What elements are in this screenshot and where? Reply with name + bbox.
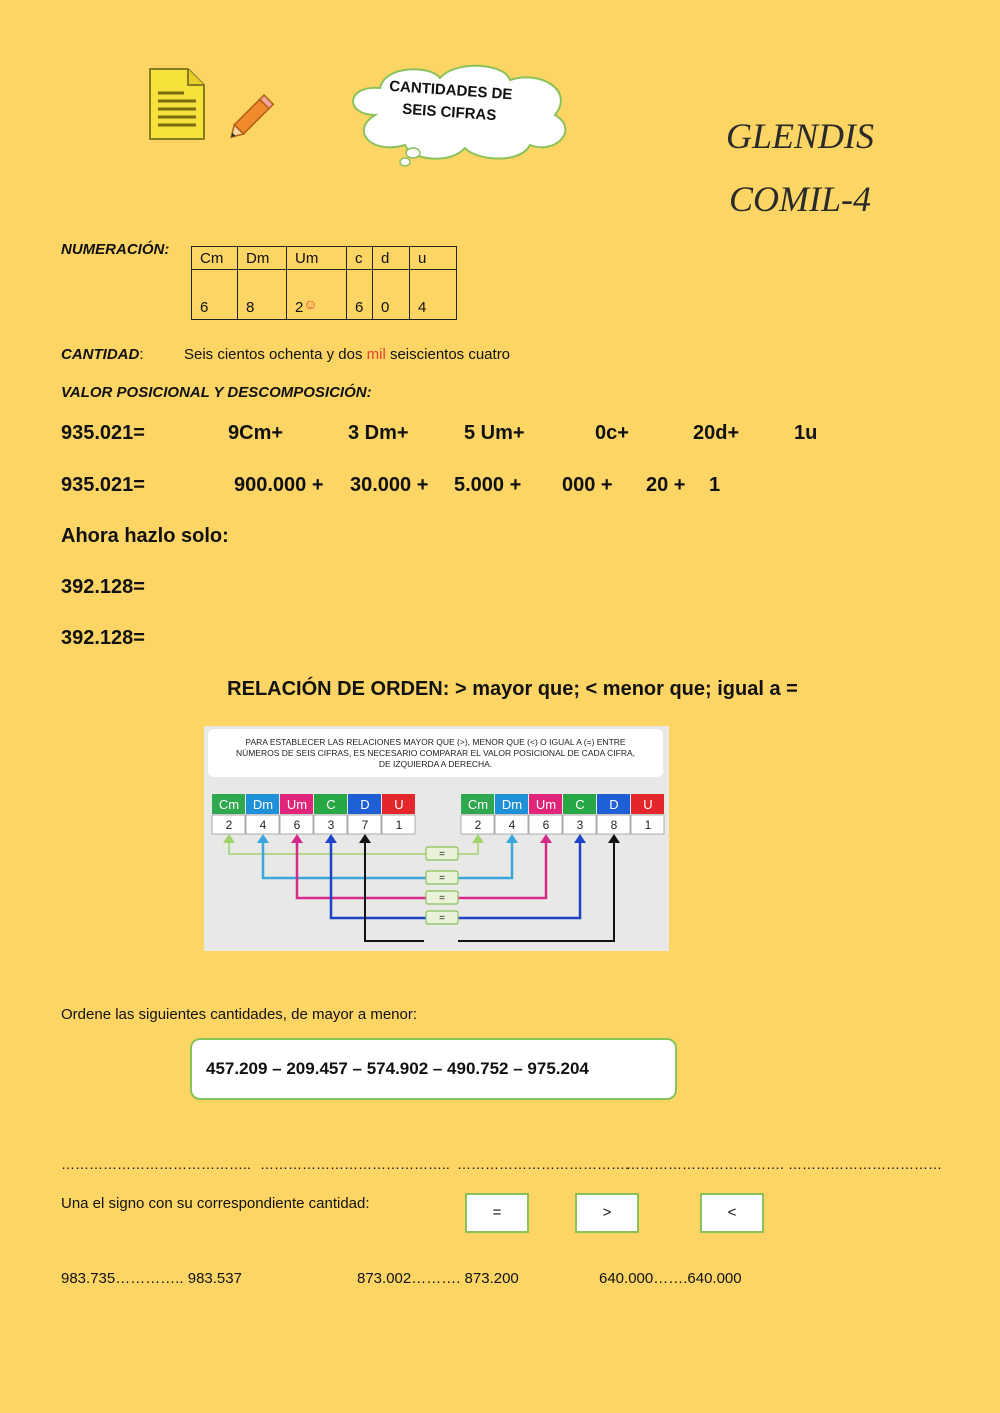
right-digit: 1 — [644, 818, 652, 832]
sign-less-option[interactable]: < — [700, 1193, 764, 1233]
numeracion-label: NUMERACIÓN: — [61, 241, 170, 258]
cloud-title: CANTIDADES DE SEIS CIFRAS — [388, 77, 513, 125]
relacion-heading: RELACIÓN DE ORDEN: > mayor que; < menor que; igual a = — [227, 678, 798, 700]
comparison-pair-2[interactable]: 873.002………. 873.200 — [357, 1270, 519, 1287]
sign-greater-option[interactable]: > — [575, 1193, 639, 1233]
arrow-head — [325, 834, 337, 843]
left-digit: 1 — [395, 818, 403, 832]
arrow-head — [540, 834, 552, 843]
author-code: COMIL-4 — [729, 179, 871, 219]
answer-blank-5[interactable]: …………………………… — [788, 1156, 942, 1172]
right-header-label: U — [643, 797, 653, 812]
left-digit: 3 — [327, 818, 335, 832]
practice-prompt: Ahora hazlo solo: — [61, 525, 229, 547]
cantidad-text: Seis cientos ochenta y dos mil seiscientos cuatro — [184, 346, 511, 363]
left-digit: 2 — [225, 818, 233, 832]
value-dm: 8 — [238, 270, 287, 320]
right-digit: 6 — [542, 818, 550, 832]
value-c: 6 — [347, 270, 373, 320]
table-value-row — [192, 270, 457, 320]
practice-item-2: 392.128= — [61, 627, 145, 649]
practice-item-1: 392.128= — [61, 576, 145, 598]
left-header-label: U — [394, 797, 404, 812]
arrow-head — [223, 834, 235, 843]
document-icon — [148, 67, 206, 141]
pencil-icon — [222, 88, 282, 146]
left-header-label: D — [360, 797, 370, 812]
arrow-head — [608, 834, 620, 843]
comparison-diagram — [204, 726, 669, 951]
comparison-pair-1[interactable]: 983.735………….. 983.537 — [61, 1270, 242, 1287]
right-digit: 2 — [474, 818, 482, 832]
table-header-row — [192, 247, 457, 270]
connector-line — [297, 841, 546, 898]
arrow-head — [472, 834, 484, 843]
arrow-head — [574, 834, 586, 843]
header-dm: Dm — [238, 247, 287, 270]
left-header-label: Um — [286, 797, 308, 812]
header-c: c — [347, 247, 373, 270]
header-um: Um — [287, 247, 347, 270]
comparison-figure — [204, 726, 669, 951]
smiley-icon: ☺ — [303, 296, 318, 312]
right-digit: 3 — [576, 818, 584, 832]
equal-badge-label: = — [439, 893, 445, 904]
left-header-label: Dm — [252, 797, 274, 812]
left-header-label: Cm — [218, 797, 240, 812]
right-digit: 4 — [508, 818, 516, 832]
right-header-label: Cm — [467, 797, 489, 812]
connector-line — [458, 841, 614, 941]
cantidad-line — [61, 346, 144, 363]
connector-line — [263, 841, 512, 878]
arrow-head — [257, 834, 269, 843]
arrow-head — [506, 834, 518, 843]
cantidad-colon: : — [139, 346, 144, 363]
place-value-table — [191, 246, 457, 320]
header-d: d — [373, 247, 410, 270]
valor-posicional-heading: VALOR POSICIONAL Y DESCOMPOSICIÓN: — [61, 384, 372, 401]
right-digit: 8 — [610, 818, 618, 832]
equal-badge-label: = — [439, 873, 445, 884]
cantidad-label: CANTIDAD — [61, 346, 140, 363]
comparison-pair-3[interactable]: 640.000…….640.000 — [599, 1270, 742, 1287]
right-header-label: Dm — [501, 797, 523, 812]
arrow-head — [291, 834, 303, 843]
signs-instruction: Una el signo con su correspondiente cantidad: — [61, 1195, 370, 1212]
figure-caption: PARA ESTABLECER LAS RELACIONES MAYOR QUE (>), MENOR QUE (<) O IGUAL A (=) ENTRE NÚMEROS DE SEIS CIFRAS, ES NECESARIO COMPARAR EL VALOR POSICIONAL DE CADA CIFRA, DE IZQUIERDA A DERECHA. — [208, 729, 663, 777]
answer-blank-1[interactable]: ………………………………….. — [61, 1156, 251, 1172]
sign-equal-option[interactable]: = — [465, 1193, 529, 1233]
right-header-label: C — [575, 797, 585, 812]
header-u: u — [410, 247, 457, 270]
value-d: 0 — [373, 270, 410, 320]
left-digit: 6 — [293, 818, 301, 832]
answer-blank-2[interactable]: ………………………………….. — [260, 1156, 450, 1172]
equal-badge-label: = — [439, 849, 445, 860]
equal-badge-label: = — [439, 913, 445, 924]
value-cm: 6 — [192, 270, 238, 320]
left-digit: 4 — [259, 818, 267, 832]
author-name: GLENDIS — [725, 116, 874, 156]
value-um-cell — [287, 270, 347, 320]
left-digit: 7 — [361, 818, 369, 832]
numbers-to-order: 457.209 – 209.457 – 574.902 – 490.752 – 975.204 — [206, 1059, 589, 1078]
connector-line — [365, 841, 424, 941]
highlight-mil: mil — [366, 346, 386, 363]
right-header-label: Um — [535, 797, 557, 812]
value-u: 4 — [410, 270, 457, 320]
arrow-head — [359, 834, 371, 843]
answer-blank-4[interactable]: ……………………………. — [626, 1156, 784, 1172]
header-cm: Cm — [192, 247, 238, 270]
value-um: 2 — [295, 299, 304, 316]
left-header-label: C — [326, 797, 336, 812]
order-instruction: Ordene las siguientes cantidades, de mayor a menor: — [61, 1006, 418, 1023]
answer-blank-3[interactable]: ………………………………. — [457, 1156, 629, 1172]
right-header-label: D — [609, 797, 619, 812]
